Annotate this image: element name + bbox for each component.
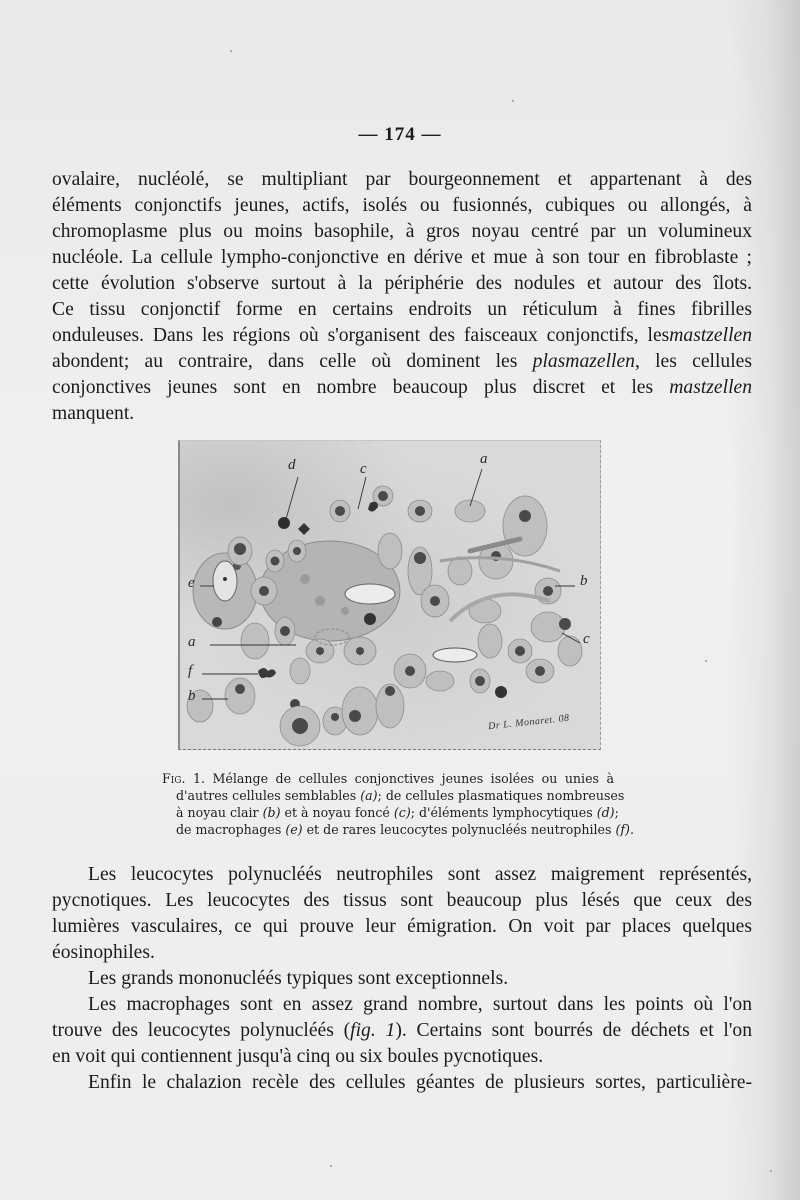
text-segment: , les cellules [634,351,752,372]
text-line: Les leucocytes polynucléés neutrophiles sont assez maigrement représentés, [88,864,752,885]
illustrator-signature: Dr L. Monaret. 08 [487,712,571,733]
text-segment: trouve des leucocytes polynucléés ( [52,1020,351,1041]
text-line [52,1018,752,1044]
caption-text: ; d'éléments lymphocytiques [410,805,593,820]
caption-line [162,771,614,786]
text-segment: ). Certains sont bourrés de déchets et l'on [395,1020,753,1041]
figure-label-c-right: c [583,631,590,647]
text-line [52,323,752,349]
caption-line [176,822,634,837]
caption-text: et à noyau foncé [284,805,390,820]
text-segment: onduleuses. Dans les régions où s'organisent des faisceaux conjonctifs, les [52,325,670,346]
caption-text: ; [614,805,619,820]
figure-label-f: f [188,663,193,679]
text-line: ovalaire, nucléolé, se multipliant par bourgeonnement et appartenant à des [52,169,752,190]
caption-text: d'autres cellules semblables [176,788,357,803]
figure-label-b: b [580,573,588,589]
caption-key: (a) [360,788,378,803]
paper-speck [705,660,707,662]
caption-text: . [629,822,634,837]
page-number: — 174 — [358,124,442,145]
paper-speck [330,1165,332,1167]
text-line: Enfin le chalazion recèle des cellules géantes de plusieurs sortes, particulière- [88,1072,752,1093]
text-segment: conjonctives jeunes sont en nombre beaucoup plus discret et les [52,377,654,398]
text-line: Les macrophages sont en assez grand nombre, surtout dans les points où l'on [88,994,752,1015]
caption-key: (e) [285,822,303,837]
figure-label-c: c [360,461,367,477]
text-line: pycnotiques. Les leucocytes des tissus sont beaucoup plus lésés que ceux des [52,890,752,911]
histology-figure [178,440,601,750]
text-segment: abondent; au contraire, dans celle où dominent les [52,351,518,372]
figure-reference: fig. 1 [350,1020,396,1041]
caption-text: et de rares leucocytes polynucléés neutrophiles [306,822,612,837]
caption-line [176,805,619,820]
text-line: chromoplasme plus ou moins basophile, à gros noyau centré par un volumineux [52,221,752,242]
text-line: en voit qui contiennent jusqu'à cinq ou six boules pycnotiques. [52,1046,544,1067]
figure-label-a-left: a [188,634,196,650]
caption-text: Mélange de cellules conjonctives jeunes isolées ou unies à [212,771,614,786]
paper-speck [512,100,514,102]
caption-key: (f) [615,822,630,837]
figure-number: Fig. 1. [162,771,206,786]
figure-label-e: e [188,575,195,591]
text-line: Les grands mononucléés typiques sont exceptionnels. [88,968,509,989]
text-line: éosinophiles. [52,942,155,963]
figure-label-d: d [288,457,296,473]
italic-term: mastzellen [669,377,752,398]
figure-label-a: a [480,451,488,467]
figure-label-b-left: b [188,688,196,704]
text-line: lumières vasculaires, ce qui prouve leur émigration. On voit par places quelques [52,916,752,937]
caption-key: (c) [393,805,411,820]
text-line: manquent. [52,403,135,424]
caption-text: de macrophages [176,822,282,837]
italic-term: mastzellen [669,325,752,346]
caption-text: à noyau clair [176,805,259,820]
paper-speck [770,1170,772,1172]
text-line: éléments conjonctifs jeunes, actifs, isolés ou fusionnés, cubiques ou allongés, à [52,195,752,216]
text-line: Ce tissu conjonctif forme en certains endroits un réticulum à fines fibrilles [52,299,752,320]
caption-text: ; de cellules plasmatiques nombreuses [377,788,625,803]
text-line [52,375,752,401]
cell-illustration [180,441,600,749]
italic-term: plasmazellen [532,351,635,372]
caption-key: (d) [596,805,615,820]
caption-key: (b) [262,805,281,820]
caption-line [176,788,625,803]
text-line [52,349,752,375]
text-line: nucléole. La cellule lympho-conjonctive en dérive et mue à son tour en fibroblaste ; [52,247,752,268]
paper-speck [230,50,232,52]
text-line: cette évolution s'observe surtout à la périphérie des nodules et autour des îlots. [52,273,752,294]
